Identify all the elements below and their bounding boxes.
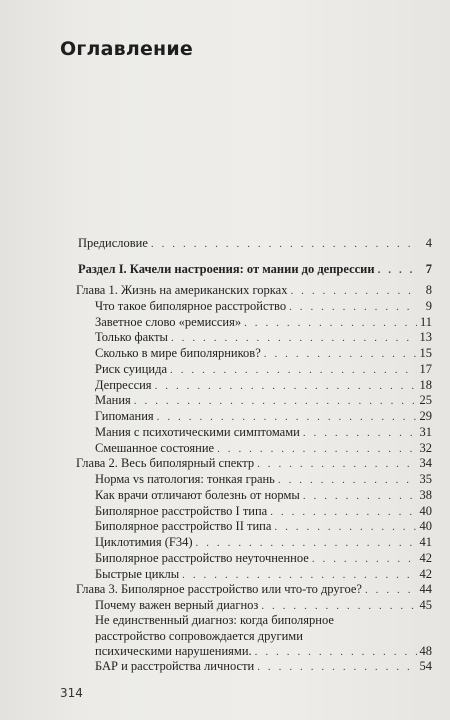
- toc-leader-dots: [290, 284, 417, 298]
- toc-entry-page: 15: [419, 346, 432, 360]
- toc-entry-page: 42: [419, 551, 432, 565]
- toc-entry: [78, 236, 432, 251]
- toc-entry-title: Глава 3. Биполярное расстройство или что-то другое?: [76, 582, 362, 596]
- toc-entry: [95, 315, 432, 330]
- toc-entry: [95, 551, 432, 566]
- toc-entry-title: Гипомания: [95, 409, 154, 423]
- toc-entry-page: 54: [419, 659, 432, 673]
- toc-leader-dots: [261, 599, 416, 613]
- toc-entry-page: 18: [419, 378, 432, 392]
- toc-entry-title: Мания: [95, 393, 131, 407]
- toc-leader-dots: [134, 394, 417, 408]
- toc-leader-dots: [264, 347, 417, 361]
- toc-entry-line-1: Не единственный диагноз: когда биполярное: [95, 613, 334, 627]
- toc-entry-page: 29: [419, 409, 432, 423]
- toc-entry-title: Смешанное состояние: [95, 441, 215, 455]
- toc-entry-title: Циклотимия (F34): [95, 535, 193, 549]
- toc-entry-page: 17: [419, 362, 432, 376]
- toc-leader-dots: [270, 505, 416, 519]
- toc-entry-title: Почему важен верный диагноз: [95, 598, 259, 612]
- toc-entry-page: 7: [425, 262, 432, 276]
- toc-entry-title: Сколько в мире биполярников?: [95, 346, 261, 360]
- toc-entry-page: 44: [419, 582, 432, 596]
- toc-entry: [95, 362, 432, 377]
- page-title: Оглавление: [60, 38, 193, 60]
- toc-leader-dots: [289, 300, 417, 314]
- toc-leader-dots: [365, 583, 417, 597]
- toc-leader-dots: [182, 568, 416, 582]
- toc-entry: [95, 472, 432, 487]
- toc-leader-dots: [196, 536, 417, 550]
- toc-entry: [95, 535, 432, 550]
- toc-leader-dots: [278, 473, 417, 487]
- toc-leader-dots: [155, 379, 417, 393]
- toc-entry: [95, 346, 432, 361]
- toc-entry-page: 48: [419, 644, 432, 658]
- toc-entry: [95, 598, 432, 613]
- toc-entry-line-3: [95, 644, 432, 659]
- toc-entry: [95, 567, 432, 582]
- toc-entry-page: 31: [419, 425, 432, 439]
- toc-entry-page: 25: [419, 393, 432, 407]
- toc-entry-title: Мания с психотическими симптомами: [95, 425, 300, 439]
- toc-entry-title: Что такое биполярное расстройство: [95, 299, 287, 313]
- toc-entry-page: 38: [419, 488, 432, 502]
- toc-leader-dots: [303, 489, 417, 503]
- toc-entry-title: Только факты: [95, 330, 168, 344]
- toc-entry-page: 32: [419, 441, 432, 455]
- toc-entry: [95, 441, 432, 456]
- toc-entry-page: 9: [425, 299, 432, 313]
- toc-leader-dots: [244, 316, 417, 330]
- toc-entry-title: Риск суицида: [95, 362, 167, 376]
- toc-entry-title: Быстрые циклы: [95, 567, 180, 581]
- toc-entry-title: Как врачи отличают болезнь от нормы: [95, 488, 300, 502]
- toc-entry-page: 41: [419, 535, 432, 549]
- toc-entry-page: 35: [419, 472, 432, 486]
- toc-entry: [95, 425, 432, 440]
- toc-entry-multiline: [95, 613, 432, 659]
- toc-leader-dots: [217, 442, 416, 456]
- toc-entry-page: 8: [425, 283, 432, 297]
- toc-leader-dots: [171, 331, 417, 345]
- toc-entry: [95, 409, 432, 424]
- toc-entry-page: 45: [419, 598, 432, 612]
- toc-entry-title: психическими нарушениями.: [95, 644, 252, 658]
- toc-leader-dots: [151, 237, 417, 251]
- toc-entry: [95, 393, 432, 408]
- toc-entry-title: Биполярное расстройство неуточненное: [95, 551, 309, 565]
- toc-entry-page: 40: [419, 504, 432, 518]
- toc-entry-title: Глава 2. Весь биполярный спектр: [76, 456, 255, 470]
- toc-leader-dots: [157, 410, 417, 424]
- toc-entry: [95, 378, 432, 393]
- toc-entry-title: Заветное слово «ремиссия»: [95, 315, 242, 329]
- page-number: 314: [60, 686, 83, 700]
- toc-entry-page: 11: [419, 315, 432, 329]
- toc-entry-page: 34: [419, 456, 432, 470]
- toc-entry: [76, 582, 432, 597]
- toc-entry-page: 4: [425, 236, 432, 250]
- toc-entry: [76, 283, 432, 298]
- toc-leader-dots: [170, 363, 417, 377]
- toc-entry-line-2: расстройство сопровождается другими: [95, 628, 303, 643]
- toc-entry-title: Биполярное расстройство II типа: [95, 519, 272, 533]
- toc-leader-dots: [257, 457, 416, 471]
- toc-entry-title: Норма vs патология: тонкая грань: [95, 472, 275, 486]
- toc-entry-title: Депрессия: [95, 378, 152, 392]
- toc-entry: [95, 504, 432, 519]
- toc-entry-page: 13: [419, 330, 432, 344]
- toc-entry-page: 40: [419, 519, 432, 533]
- toc-entry-title: Раздел I. Качели настроения: от мании до депрессии: [78, 262, 375, 276]
- toc-leader-dots: [312, 552, 417, 566]
- toc-entry: [95, 299, 432, 314]
- toc-entry-title: Предисловие: [78, 236, 148, 250]
- toc-entry: [95, 659, 432, 674]
- toc-leader-dots: [255, 645, 417, 659]
- toc-entry: [95, 488, 432, 503]
- toc-entry-title: БАР и расстройства личности: [95, 659, 255, 673]
- toc-leader-dots: [378, 263, 417, 277]
- toc-entry-page: 42: [419, 567, 432, 581]
- toc-leader-dots: [257, 660, 416, 674]
- toc-entry: [76, 456, 432, 471]
- toc-entry-title: Биполярное расстройство I типа: [95, 504, 268, 518]
- toc-entry: [95, 519, 432, 534]
- toc-entry: [95, 330, 432, 345]
- toc-entry-title: Глава 1. Жизнь на американских горках: [76, 283, 288, 297]
- toc-leader-dots: [303, 426, 417, 440]
- toc-entry: [78, 262, 432, 277]
- toc-leader-dots: [274, 520, 416, 534]
